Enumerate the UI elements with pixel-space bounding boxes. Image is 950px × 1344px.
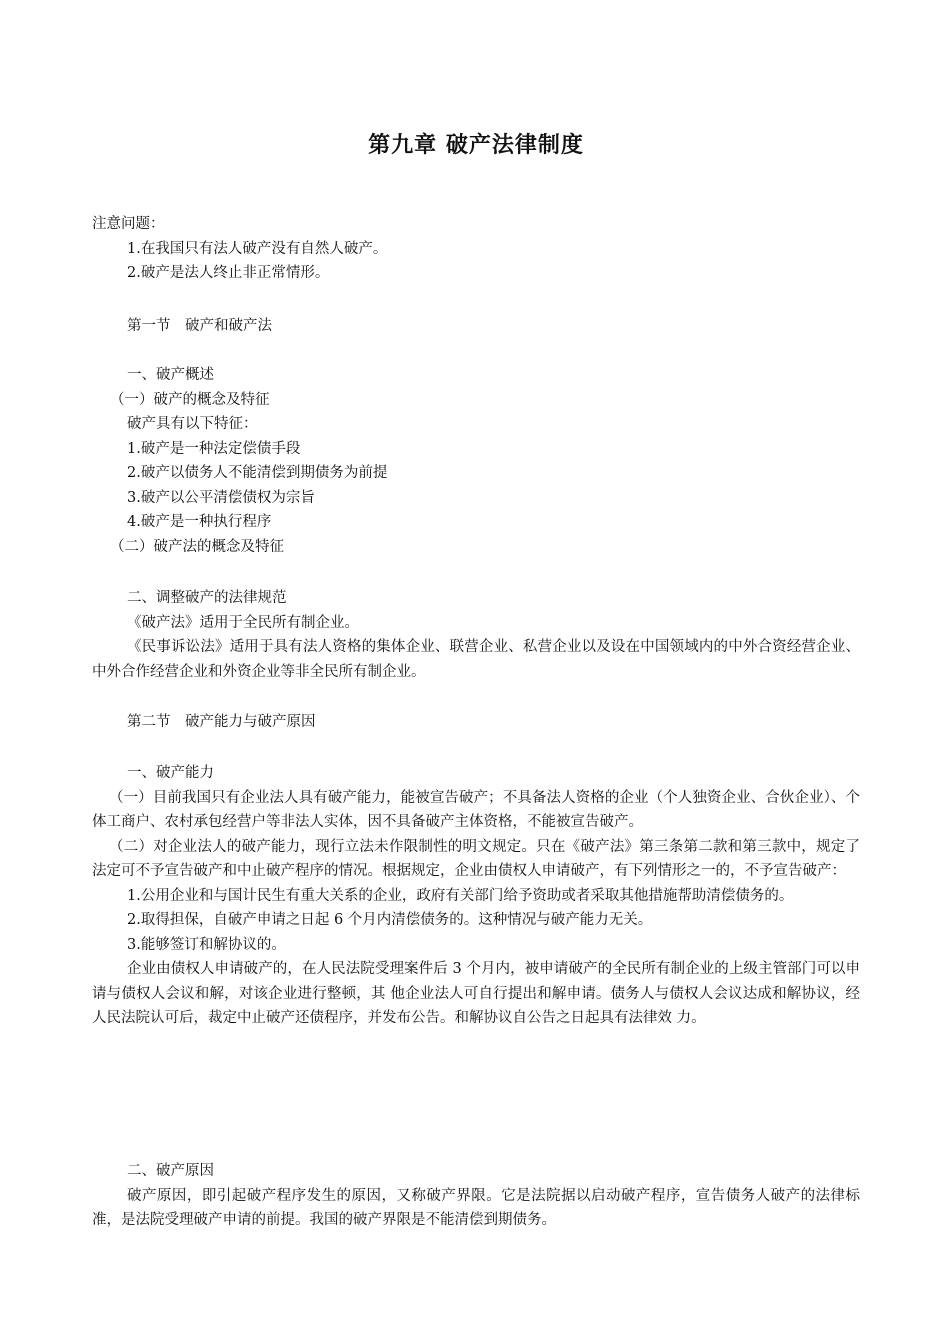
section1-part2 — [92, 586, 860, 684]
list-item: 3.破产以公平清偿债权为宗旨 — [127, 489, 315, 506]
paragraph: 《民事诉讼法》适用于具有法人资格的集体企业、联营企业、私营企业以及设在中国领域内的中外合资经营企业、中外合作经营企业和外资企业等非全民所有制企业。 — [92, 639, 860, 680]
section1-heading-block — [92, 314, 860, 339]
note-item: 1.在我国只有法人破产没有自然人破产。 — [127, 240, 388, 257]
part-heading: 一、破产能力 — [127, 765, 214, 781]
section2-part1 — [92, 761, 860, 1031]
notes-block — [92, 212, 860, 286]
paragraph: （一）目前我国只有企业法人具有破产能力，能被宣告破产；不具备法人资格的企业（个人独资企业、合伙企业）、个体工商户、农村承包经营户等非法人实体，因不具备破产主体资格，不能被宣告破产。 — [92, 789, 860, 830]
section2-part2 — [92, 1159, 860, 1233]
section-heading: 第二节 破产能力与破产原因 — [127, 714, 316, 730]
part-heading: 一、破产概述 — [127, 367, 214, 383]
chapter-title: 第九章 破产法律制度 — [368, 133, 584, 158]
notes-heading: 注意问题： — [92, 216, 165, 232]
paragraph: 《破产法》适用于全民所有制企业。 — [127, 614, 359, 631]
part-heading: 二、破产原因 — [127, 1163, 214, 1179]
subheading: （一）破产的概念及特征 — [110, 391, 270, 408]
subheading: （二）破产法的概念及特征 — [110, 538, 284, 555]
paragraph: 企业由债权人申请破产的，在人民法院受理案件后 3 个月内，被申请破产的全民所有制企业的上级主管部门可以申请与债权人会议和解，对该企业进行整顿，其 他企业法人可自行提出和解申请。债务人与债权人会议达成和解协议，经人民法院认可后，裁定中止破产还债程序，并发布公告。和解协议自公告之日起具有法律效 力。 — [92, 961, 860, 1026]
part-heading: 二、调整破产的法律规范 — [127, 590, 287, 606]
list-item: 1.公用企业和与国计民生有重大关系的企业，政府有关部门给予资助或者采取其他措施帮助清偿债务的。 — [127, 887, 794, 904]
list-item: 1.破产是一种法定偿债手段 — [127, 440, 301, 457]
section1-part1 — [92, 363, 860, 559]
list-item: 2.取得担保，自破产申请之日起 6 个月内清偿债务的。这种情况与破产能力无关。 — [127, 912, 653, 928]
list-item: 2.破产以债务人不能清偿到期债务为前提 — [127, 465, 388, 481]
note-item: 2.破产是法人终止非正常情形。 — [127, 265, 330, 281]
paragraph: （二）对企业法人的破产能力，现行立法未作限制性的明文规定。只在《破产法》第三条第二款和第三款中，规定了法定可不予宣告破产和中止破产程序的情况。根据规定，企业由债权人申请破产，有下列情形之一的，不予宣告破产： — [92, 838, 860, 879]
list-item: 4.破产是一种执行程序 — [127, 514, 272, 530]
paragraph: 破产原因，即引起破产程序发生的原因，又称破产界限。它是法院据以启动破产程序，宣告债务人破产的法律标准，是法院受理破产申请的前提。我国的破产界限是不能清偿到期债务。 — [92, 1187, 860, 1228]
section2-heading-block — [92, 710, 860, 735]
section-heading: 第一节 破产和破产法 — [127, 318, 272, 334]
list-item: 3.能够签订和解协议的。 — [127, 936, 286, 953]
paragraph: 破产具有以下特征： — [127, 416, 258, 432]
